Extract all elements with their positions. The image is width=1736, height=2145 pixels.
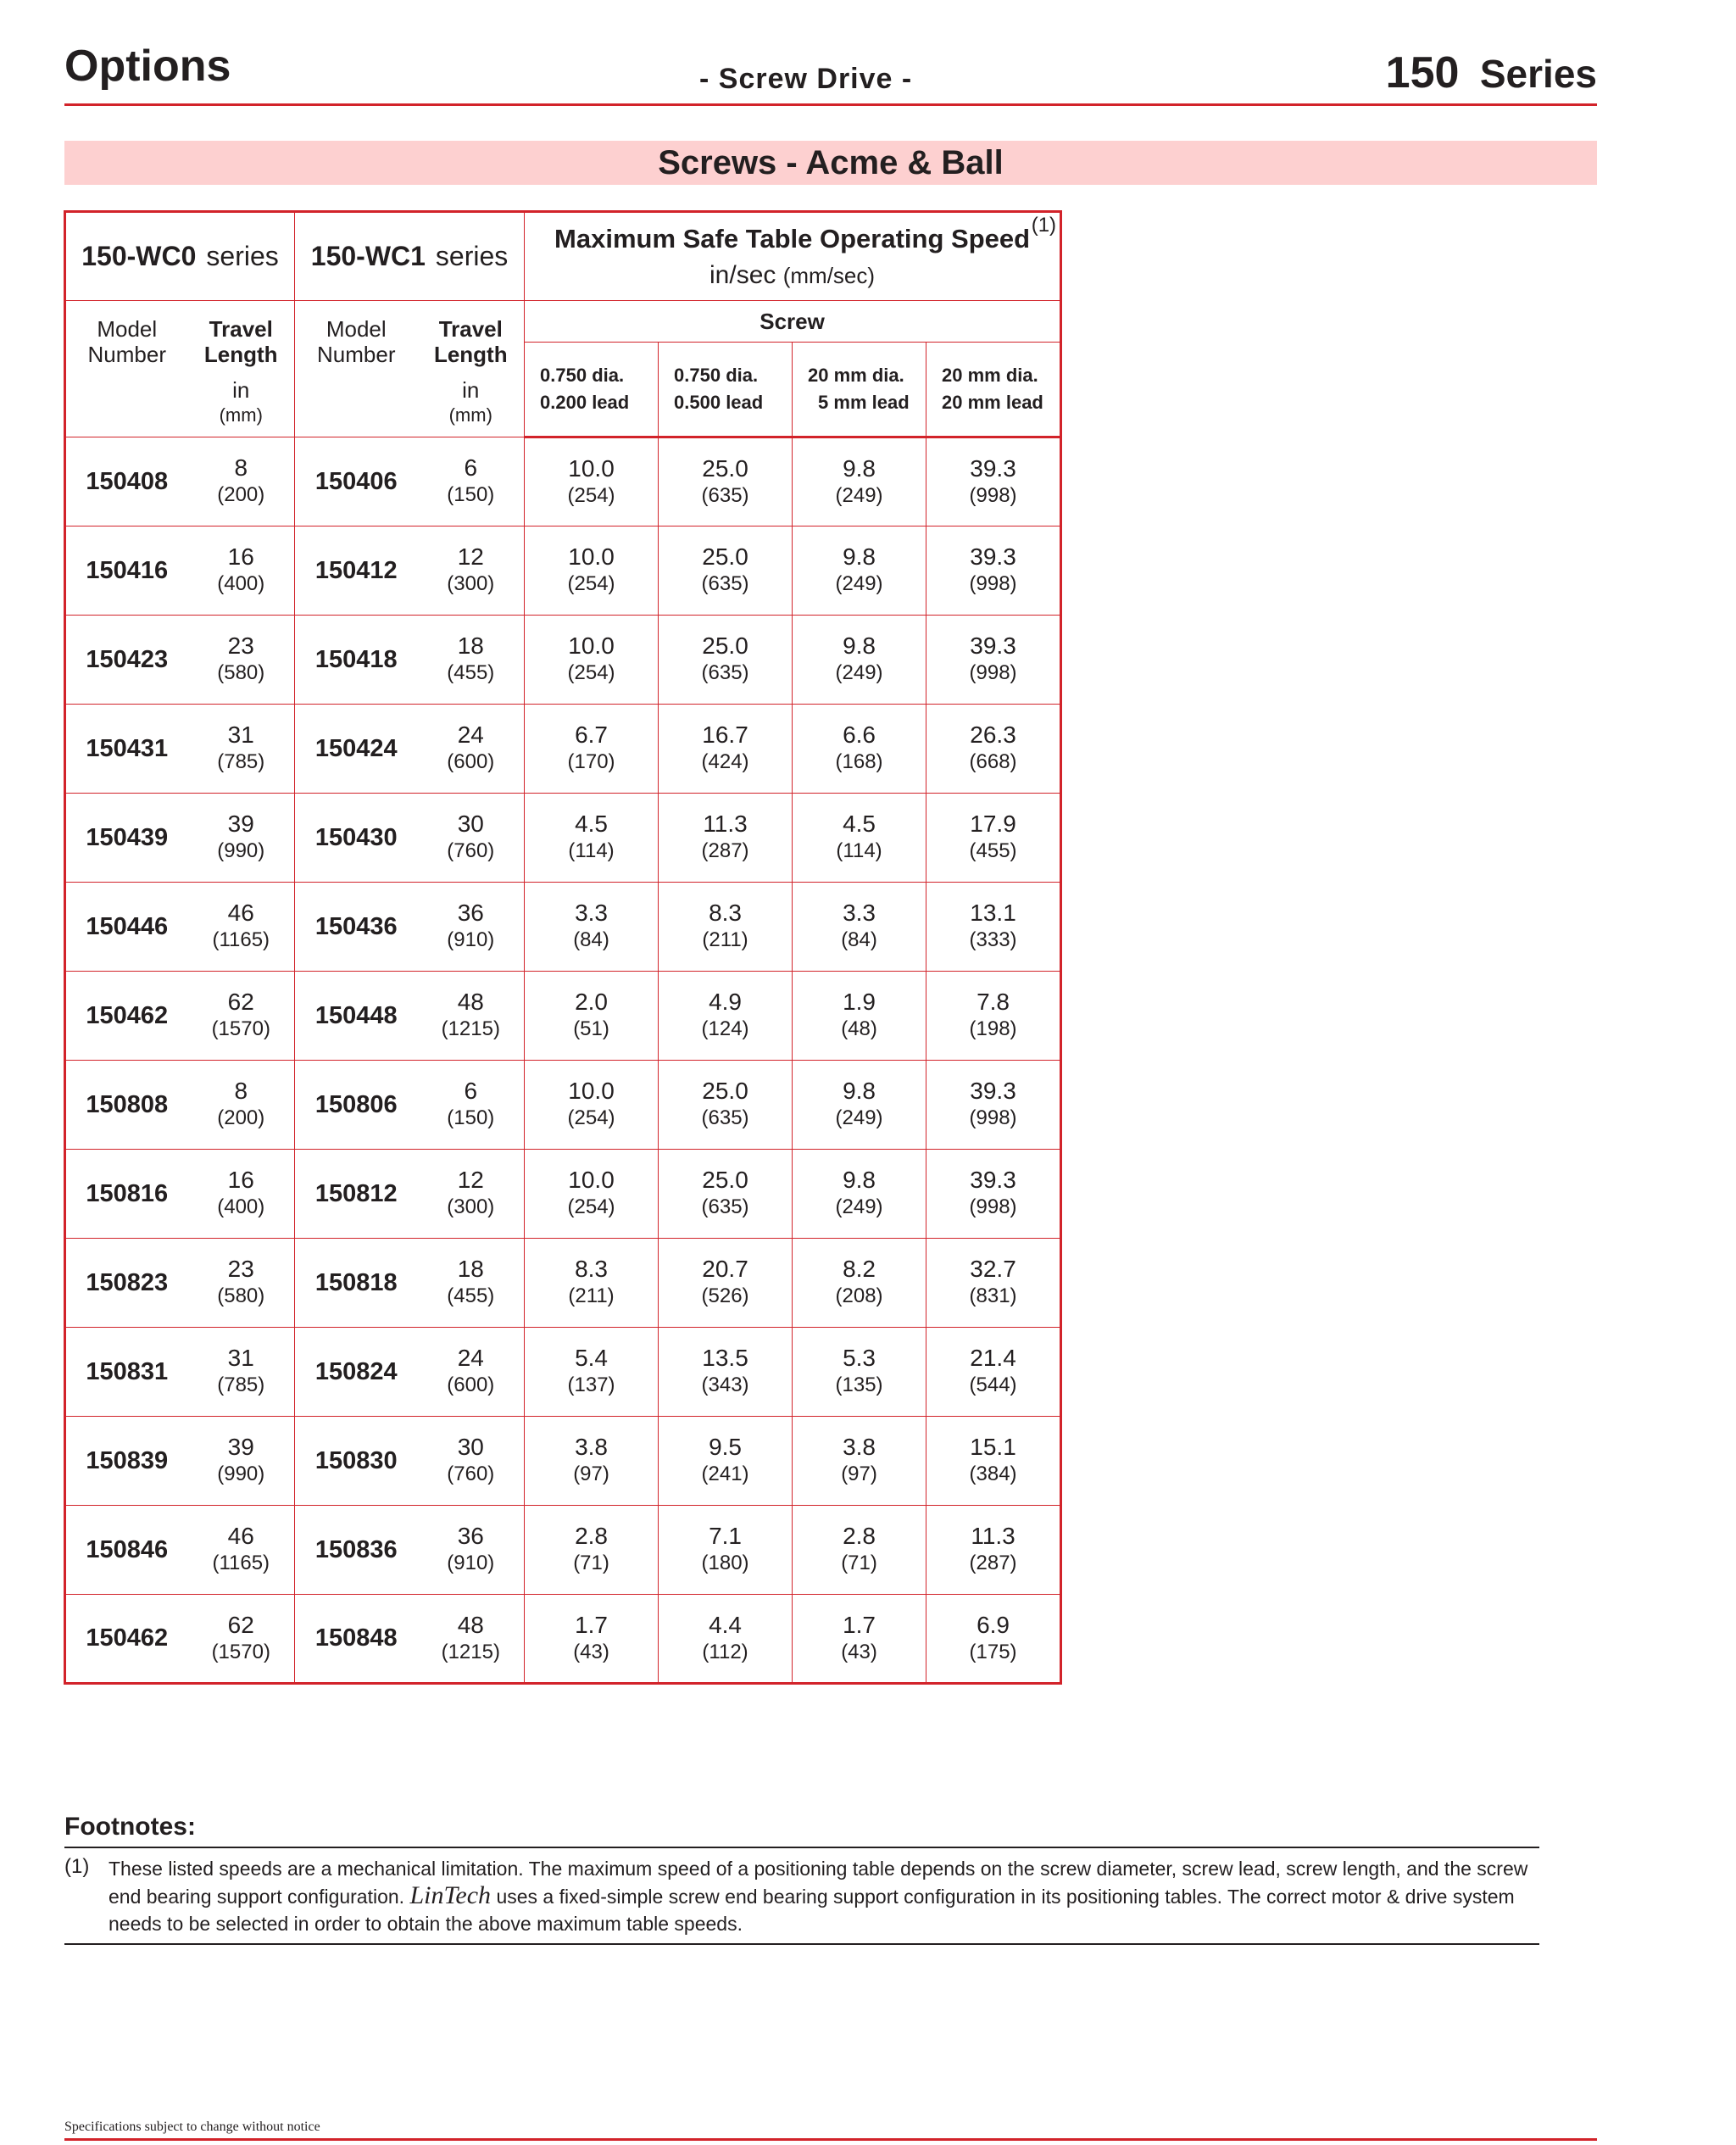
wc0-travel-length: 31 (785) [188,1328,295,1417]
table-row [65,794,1061,883]
speed-value-screw-3: 4.5 (114) [793,794,926,883]
screw-col-4: 20 mm dia. 20 mm lead [926,343,1061,437]
wc0-travel-length: 39 (990) [188,794,295,883]
wc1-travel-length: 12 (300) [418,1150,525,1239]
speed-value-screw-3: 5.3 (135) [793,1328,926,1417]
wc0-model-number: 150462 [65,1595,188,1684]
wc1-model-number: 150448 [295,972,418,1061]
speed-value-screw-2: 16.7 (424) [659,705,793,794]
table-row [65,616,1061,705]
speed-value-screw-2: 4.4 (112) [659,1595,793,1684]
speed-value-screw-4: 6.9 (175) [926,1595,1061,1684]
speed-value-screw-3: 9.8 (249) [793,526,926,616]
wc0-model-number: 150808 [65,1061,188,1150]
speed-value-screw-1: 1.7 (43) [525,1595,659,1684]
wc0-travel-length: 16 (400) [188,526,295,616]
wc0-travel-length: 16 (400) [188,1150,295,1239]
wc1-model-number: 150836 [295,1506,418,1595]
table-row [65,1417,1061,1506]
speed-value-screw-3: 1.7 (43) [793,1595,926,1684]
footnote-text-a: These listed speeds are a mechanical limitation. The maximum speed of a positioning table depends on the screw diameter, screw lead, screw length, and the screw end bearing support configuration. [108,1858,1528,1908]
wc0-model-number: 150839 [65,1417,188,1506]
screw-col-1: 0.750 dia. 0.200 lead [525,343,659,437]
wc1-model-number: 150806 [295,1061,418,1150]
wc1-travel-header: Travel Length in (mm) [418,301,525,437]
speed-value-screw-2: 25.0 (635) [659,1150,793,1239]
wc1-series-heading [295,212,525,301]
speed-value-screw-1: 8.3 (211) [525,1239,659,1328]
speed-value-screw-1: 10.0 (254) [525,616,659,705]
wc1-travel-length: 6 (150) [418,437,525,526]
wc0-series-heading [65,212,295,301]
wc0-model-number: 150846 [65,1506,188,1595]
speed-value-screw-1: 2.8 (71) [525,1506,659,1595]
wc0-model-number: 150816 [65,1150,188,1239]
table-row [65,1239,1061,1328]
wc1-travel-length: 48 (1215) [418,972,525,1061]
speed-value-screw-1: 10.0 (254) [525,526,659,616]
page-section-title: Options [64,42,231,91]
speed-value-screw-3: 3.3 (84) [793,883,926,972]
table-row [65,1328,1061,1417]
speed-value-screw-1: 10.0 (254) [525,437,659,526]
table-row [65,437,1061,526]
speed-value-screw-4: 39.3 (998) [926,616,1061,705]
speed-value-screw-3: 1.9 (48) [793,972,926,1061]
wc1-model-number: 150436 [295,883,418,972]
speed-value-screw-3: 8.2 (208) [793,1239,926,1328]
wc0-travel-header: Travel Length in (mm) [188,301,295,437]
speed-value-screw-2: 20.7 (526) [659,1239,793,1328]
wc0-travel-length: 62 (1570) [188,972,295,1061]
table-row [65,883,1061,972]
footnote-number: (1) [64,1855,90,1878]
speed-value-screw-1: 3.8 (97) [525,1417,659,1506]
speed-value-screw-2: 9.5 (241) [659,1417,793,1506]
wc0-model-number: 150439 [65,794,188,883]
speed-value-screw-3: 6.6 (168) [793,705,926,794]
speed-table [64,210,1062,1685]
wc0-travel-length: 39 (990) [188,1417,295,1506]
speed-value-screw-4: 7.8 (198) [926,972,1061,1061]
brand-name: LinTech [409,1881,492,1909]
wc1-model-number: 150412 [295,526,418,616]
speed-value-screw-4: 26.3 (668) [926,705,1061,794]
wc0-travel-length: 46 (1165) [188,1506,295,1595]
footnotes-rule-top [64,1847,1539,1848]
speed-value-screw-4: 39.3 (998) [926,1061,1061,1150]
wc1-travel-length: 18 (455) [418,616,525,705]
table-row [65,1061,1061,1150]
speed-value-screw-4: 39.3 (998) [926,526,1061,616]
wc1-model-number: 150824 [295,1328,418,1417]
wc0-model-number: 150462 [65,972,188,1061]
wc1-travel-length: 24 (600) [418,1328,525,1417]
speed-value-screw-4: 11.3 (287) [926,1506,1061,1595]
spec-notice: Specifications subject to change without notice [64,2120,320,2134]
wc0-model-number: 150423 [65,616,188,705]
wc0-model-number: 150446 [65,883,188,972]
speed-value-screw-3: 9.8 (249) [793,437,926,526]
page-subtitle: - Screw Drive - [699,63,913,95]
series-title [1386,47,1597,98]
table-row [65,1150,1061,1239]
wc1-model-header: Model Number [295,301,418,437]
wc0-model-number: 150831 [65,1328,188,1417]
wc1-travel-length: 30 (760) [418,794,525,883]
speed-value-screw-4: 15.1 (384) [926,1417,1061,1506]
wc0-travel-length: 23 (580) [188,1239,295,1328]
speed-value-screw-1: 6.7 (170) [525,705,659,794]
speed-value-screw-1: 4.5 (114) [525,794,659,883]
wc1-series-name: 150-WC1 [310,241,426,271]
wc1-travel-length: 36 (910) [418,883,525,972]
table-row [65,972,1061,1061]
speed-value-screw-4: 39.3 (998) [926,437,1061,526]
wc0-travel-length: 46 (1165) [188,883,295,972]
speed-value-screw-1: 5.4 (137) [525,1328,659,1417]
speed-value-screw-4: 21.4 (544) [926,1328,1061,1417]
wc1-model-number: 150830 [295,1417,418,1506]
wc1-travel-length: 12 (300) [418,526,525,616]
speed-value-screw-4: 32.7 (831) [926,1239,1061,1328]
speed-value-screw-2: 25.0 (635) [659,526,793,616]
footnote-text-b: uses a fixed-simple screw end bearing support configuration in its positioning tables. The correct motor & drive system needs to be selected in order to obtain the above maximum table speeds. [108,1886,1515,1935]
speed-value-screw-4: 17.9 (455) [926,794,1061,883]
wc1-model-number: 150812 [295,1150,418,1239]
speed-unit-mm: (mm/sec) [782,262,876,288]
wc1-travel-length: 30 (760) [418,1417,525,1506]
wc1-series-suffix: series [435,241,509,271]
speed-value-screw-2: 25.0 (635) [659,437,793,526]
speed-footnote-ref: (1) [1031,213,1057,237]
header-rule [64,103,1597,106]
wc1-model-number: 150818 [295,1239,418,1328]
wc0-travel-length: 31 (785) [188,705,295,794]
wc0-series-suffix: series [206,241,279,271]
wc0-travel-length: 23 (580) [188,616,295,705]
wc1-model-number: 150424 [295,705,418,794]
wc0-travel-length: 8 (200) [188,437,295,526]
table-row [65,526,1061,616]
footnote-text [108,1855,1536,1937]
speed-value-screw-3: 9.8 (249) [793,1061,926,1150]
table-row [65,1506,1061,1595]
speed-value-screw-2: 25.0 (635) [659,616,793,705]
speed-value-screw-2: 8.3 (211) [659,883,793,972]
speed-title: Maximum Safe Table Operating Speed [554,223,1031,254]
speed-heading [525,212,1061,301]
wc0-model-number: 150408 [65,437,188,526]
speed-value-screw-3: 9.8 (249) [793,1150,926,1239]
speed-value-screw-1: 10.0 (254) [525,1150,659,1239]
table-row [65,1595,1061,1684]
wc0-series-name: 150-WC0 [81,241,197,271]
section-banner: Screws - Acme & Ball [64,141,1597,185]
wc1-travel-length: 48 (1215) [418,1595,525,1684]
wc1-model-number: 150430 [295,794,418,883]
wc1-travel-length: 18 (455) [418,1239,525,1328]
screw-col-3: 20 mm dia. 5 mm lead [793,343,926,437]
wc1-travel-length: 6 (150) [418,1061,525,1150]
speed-value-screw-2: 4.9 (124) [659,972,793,1061]
wc0-travel-length: 62 (1570) [188,1595,295,1684]
screw-header: Screw [525,301,1061,343]
footnotes-rule-bottom [64,1943,1539,1945]
speed-value-screw-1: 3.3 (84) [525,883,659,972]
speed-value-screw-3: 9.8 (249) [793,616,926,705]
wc1-model-number: 150848 [295,1595,418,1684]
wc0-model-header: Model Number [65,301,188,437]
wc1-model-number: 150406 [295,437,418,526]
speed-value-screw-1: 2.0 (51) [525,972,659,1061]
wc0-model-number: 150431 [65,705,188,794]
wc0-model-number: 150823 [65,1239,188,1328]
speed-value-screw-2: 13.5 (343) [659,1328,793,1417]
speed-value-screw-4: 39.3 (998) [926,1150,1061,1239]
table-row [65,705,1061,794]
footer-rule [64,2138,1597,2141]
speed-value-screw-3: 3.8 (97) [793,1417,926,1506]
wc0-model-number: 150416 [65,526,188,616]
speed-unit: in/sec [709,260,776,289]
speed-value-screw-2: 7.1 (180) [659,1506,793,1595]
series-number: 150 [1385,48,1460,98]
speed-value-screw-2: 25.0 (635) [659,1061,793,1150]
wc1-model-number: 150418 [295,616,418,705]
screw-col-2: 0.750 dia. 0.500 lead [659,343,793,437]
wc0-travel-length: 8 (200) [188,1061,295,1150]
series-word: Series [1479,52,1597,96]
speed-value-screw-3: 2.8 (71) [793,1506,926,1595]
wc1-travel-length: 36 (910) [418,1506,525,1595]
wc1-travel-length: 24 (600) [418,705,525,794]
speed-value-screw-4: 13.1 (333) [926,883,1061,972]
speed-value-screw-2: 11.3 (287) [659,794,793,883]
speed-value-screw-1: 10.0 (254) [525,1061,659,1150]
footnotes-title: Footnotes: [64,1813,196,1841]
